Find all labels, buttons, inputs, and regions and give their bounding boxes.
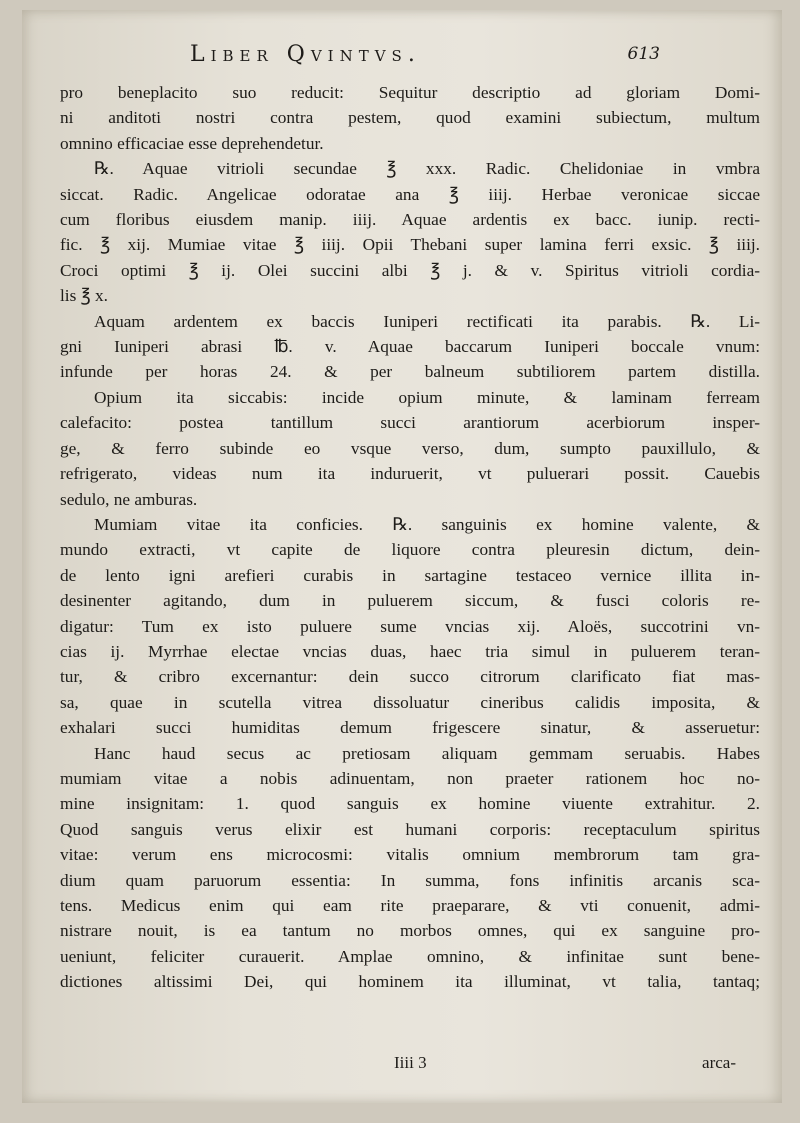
page-number: 613 [627, 44, 660, 64]
text-line: cias ij. Myrrhae electae vncias duas, haec tria simul in puluerem teran- [60, 641, 760, 661]
text-line: lis ℥ x. [60, 286, 108, 306]
text-line: tur, & cribro excernantur: dein succo citrorum clarificato fiat mas- [60, 667, 760, 687]
text-line: mine insignitam: 1. quod sanguis ex homine viuente extrahitur. 2. [60, 794, 760, 814]
text-line: sedulo, ne amburas. [60, 489, 198, 509]
text-line: ni anditoti nostri contra pestem, quod examini subiectum, multum [60, 108, 760, 128]
text-line: refrigerato, videas num ita induruerit, vt puluerari possit. Cauebis [60, 464, 760, 484]
text-line: digatur: Tum ex isto puluere sume vncias xij. Aloës, succotrini vn- [60, 616, 760, 636]
text-line: desinenter agitando, dum in puluerem siccum, & fusci coloris re- [60, 591, 760, 611]
text-line: infunde per horas 24. & per balneum subtiliorem partem distilla. [60, 362, 760, 382]
text-line: pro beneplacito suo reducit: Sequitur descriptio ad gloriam Domi- [60, 83, 760, 102]
text-line: Hanc haud secus ac pretiosam aliquam gemmam seruabis. Habes [94, 743, 760, 763]
running-head [22, 42, 782, 72]
text-line: Opium ita siccabis: incide opium minute, & laminam ferream [94, 387, 760, 407]
text-line: vitae: verum ens microcosmi: vitalis omnium membrorum tam gra- [60, 845, 760, 865]
page-footer [22, 1053, 782, 1081]
text-line: Aquam ardentem ex baccis Iuniperi rectificati ita parabis. ℞. Li- [94, 311, 760, 331]
text-line: Quod sanguis verus elixir est humani corporis: receptaculum spiritus [60, 819, 760, 839]
text-line: mumiam vitae a nobis adinuentam, non praeter rationem hoc no- [60, 768, 760, 788]
text-line: nistrare nouit, is ea tantum no morbos omnes, qui ex sanguine pro- [60, 921, 760, 941]
text-line: exhalari succi humiditas demum frigescere sinatur, & asseruetur: [60, 718, 760, 738]
catchword: arca- [702, 1053, 736, 1072]
signature-mark: Iiii 3 [394, 1053, 427, 1072]
text-line: ℞. Aquae vitrioli secundae ℥ xxx. Radic. Chelidoniae in vmbra [94, 159, 760, 179]
text-line: gni Iuniperi abrasi ℔. v. Aquae baccarum Iuniperi boccale vnum: [60, 337, 760, 357]
text-line: omnino efficaciae esse deprehendetur. [60, 133, 324, 153]
text-line: cum floribus eiusdem manip. iiij. Aquae ardentis ex bacc. iunip. recti- [60, 210, 760, 230]
text-line: sa, quae in scutella vitrea dissoluatur cineribus calidis impositа, & [60, 692, 760, 712]
text-line: ueniunt, feliciter curauerit. Amplae omnino, & infinitae sunt bene- [60, 946, 760, 966]
text-line: fic. ℥ xij. Mumiae vitae ℥ iiij. Opii Thebani super lamina ferri exsic. ℥ iiij. [60, 235, 760, 255]
text-line: siccat. Radic. Angelicae odoratae ana ℥ iiij. Herbae veronicae siccae [60, 184, 760, 204]
text-line: Mumiam vitae ita conficies. ℞. sanguinis ex homine valente, & [94, 514, 760, 534]
text-line: calefacito: postea tantillum succi arantiorum acerbiorum insper- [60, 413, 760, 433]
book-page [22, 10, 782, 1103]
text-line: Croci optimi ℥ ij. Olei succini albi ℥ j. & v. Spiritus vitrioli cordia- [60, 260, 760, 280]
text-line: ge, & ferro subinde eo vsque verso, dum, sumpto pauxillulo, & [60, 438, 760, 458]
text-line: de lento igni arefieri curabis in sartagine testaceo vernice illita in- [60, 565, 760, 585]
text-line: dictiones altissimi Dei, qui hominem ita illuminat, vt talia, tantaq; [60, 972, 760, 992]
body-text [60, 80, 760, 995]
running-head-title: Liber Qvintvs. [190, 42, 421, 67]
text-line: dium quam paruorum essentia: In summa, fons infinitis arcanis sca- [60, 870, 760, 890]
text-line: mundo extracti, vt capite de liquore contra pleuresin dictum, dein- [60, 540, 760, 560]
text-line: tens. Medicus enim qui eam rite praeparare, & vti conuenit, admi- [60, 896, 760, 915]
